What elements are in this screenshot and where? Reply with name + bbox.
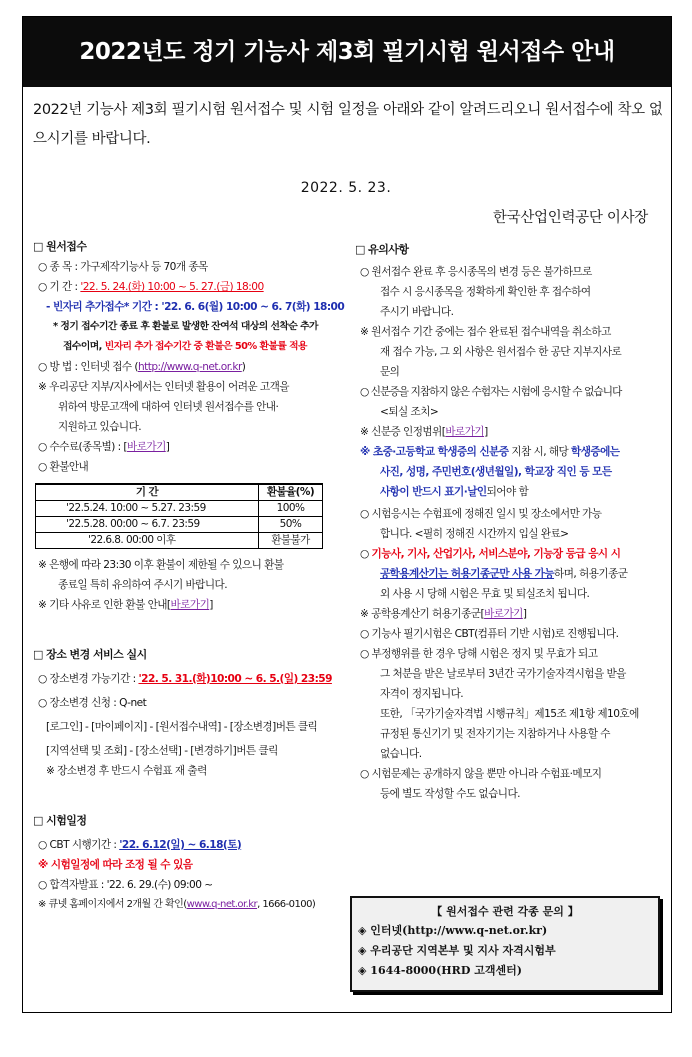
contact-branch: ◈ 우리공단 지역본부 및 지사 자격시험부 [358,944,556,957]
fee-link[interactable]: 바로가기 [127,441,166,453]
caution-10b: 그 처분을 받은 날로부터 3년간 국가기술자격시험을 받을 [380,668,626,680]
apply-method-label: ○ 방 법 : 인터넷 접수 ( [38,361,138,373]
intro-text: 2022년 기능사 제3회 필기시험 원서접수 및 시험 일정을 아래와 같이 알려드리오니 원서접수에 착오 없으시기를 바랍니다. [33,102,663,147]
schedule-heading: □ 시험일정 [33,813,87,827]
other-refund-close: ] [209,598,213,611]
contact-title: 【 원서접수 관련 각종 문의 】 [431,905,579,918]
caution-11b: 등에 별도 작성할 수도 없습니다. [380,788,520,800]
place-note: ※ 장소변경 후 반드시 수험표 재 출력 [46,764,207,777]
place-period [33,669,348,689]
other-refund-link[interactable]: 바로가기 [170,598,210,611]
vacancy-note: * 정기 접수기간 종료 후 환불로 발생한 잔여석 대상의 선착순 추가 [53,321,318,332]
calculator-link[interactable]: 바로가기 [484,608,523,620]
caution-7b-2: 하며, 허용기종군 [554,568,628,580]
branch-note-3: 지원하고 있습니다. [58,421,142,433]
vacancy-note-a: 접수이며, [63,341,105,352]
branch-note-1: ※ 우리공단 지부/지사에서는 인터넷 활용이 어려운 고객을 [38,381,289,393]
contact-internet: ◈ 인터넷(http://www.q-net.or.kr) [358,924,548,937]
calculator-row [355,604,660,624]
caution-10f: 없습니다. [380,748,422,760]
refund-bank-note-1: ※ 은행에 따라 23:30 이후 환불이 제한될 수 있으니 환불 [38,558,284,571]
vacancy-note-b: 빈자리 추가 접수기간 중 환불은 50% 환불률 적용 [104,341,307,352]
apply-items-label: ○ 종 목 : [38,261,81,273]
qnet-check-link[interactable]: www.q-net.or.kr [186,898,258,910]
apply-items [33,257,348,277]
qnet-link[interactable]: http://www.q-net.or.kr [138,361,242,373]
caution-6a: ○ 시험응시는 수험표에 정해진 일시 및 장소에서만 가능 [360,508,602,520]
caution-5c-2: 되어야 함 [486,486,529,498]
table-row [36,532,323,548]
caution-5c-1: 사항이 반드시 표기·날인 [380,486,487,498]
branch-note-2: 위하여 방문고객에 대하여 인터넷 원서접수를 안내· [58,401,279,413]
caution-10e: 규정된 통신기기 및 전자기기는 지참하거나 사용할 수 [380,728,610,740]
refund-bank-note-2: 종료일 특히 유의하여 주시기 바랍니다. [58,578,228,591]
caution-10d: 또한, 「국가기술자격법 시행규칙」제15조 제1항 제10호에 [380,708,639,720]
calculator-close: ] [522,608,527,620]
refund-rate-cell: 환불불가 [259,532,323,548]
table-row [36,500,323,516]
apply-method [33,357,348,377]
caution-5a [355,442,660,462]
schedule-adjust: ※ 시험일정에 따라 조정 될 수 있음 [38,858,193,871]
caution-7a-1: ○ [360,548,372,560]
caution-5b: 사진, 성명, 주민번호(생년월일), 학교장 직인 등 모든 [380,466,612,478]
caution-3a: ○ 신분증을 지참하지 않은 수험자는 시험에 응시할 수 없습니다 [360,386,622,398]
caution-7b [355,564,660,584]
contact-box [350,896,660,992]
left-column [33,237,348,915]
contact-phone: ◈ 1644-8000(HRD 고객센터) [358,964,522,977]
id-range-row [355,422,660,442]
place-heading: □ 장소 변경 서비스 실시 [33,647,147,661]
refund-header-rate: 환불율(%) [259,484,323,500]
right-column [355,240,660,804]
apply-period-label: ○ 기 간 : [38,281,81,293]
id-range-label: ※ 신분증 인정범위[ [360,426,446,438]
apply-heading: □ 원서접수 [33,240,87,253]
vacancy-note-cont [33,337,348,357]
page-title: 2022년도 정기 기능사 제3회 필기시험 원서접수 안내 [23,17,671,87]
notice-date: 2022. 5. 23. [300,180,392,196]
calculator-label: ※ 공학용계산기 허용기종군[ [360,608,485,620]
vacancy-label: - 빈자리 추가접수* 기간 : [46,301,162,313]
qnet-check-a: ※ 큐넷 홈페이지에서 2개월 간 확인( [38,898,187,910]
caution-2b: 재 접수 가능, 그 외 사항은 원서접수 한 공단 지부지사로 [380,346,622,358]
caution-7a-2: 기능사, 기사, 산업기사, 서비스분야, 기능장 등급 응시 시 [371,548,621,560]
refund-rate-cell: 50% [259,516,323,532]
caution-7a [355,544,660,564]
place-step-2: [지역선택 및 조회] - [장소선택] - [변경하기]버튼 클릭 [46,744,278,757]
cbt-value: '22. 6.12(일) ~ 6.18(토) [119,838,242,851]
caution-5c [355,482,660,502]
cbt-period [33,835,348,855]
place-apply: ○ 장소변경 신청 : Q-net [38,696,147,709]
fee-close: ] [165,441,170,453]
qnet-check [33,895,348,915]
apply-items-value: 가구제작기능사 등 70개 종목 [80,261,208,273]
caution-10c: 자격이 정지됩니다. [380,688,464,700]
caution-6b: 합니다. <필히 정해진 시간까지 입실 완료> [380,528,569,540]
refund-rate-cell: 100% [259,500,323,516]
other-refund-row [33,595,348,615]
caution-7c: 외 사용 시 당해 시험은 무효 및 퇴실조치 됩니다. [380,588,590,600]
apply-period-value: '22. 5. 24.(화) 10:00 ~ 5. 27.(금) 18:00 [80,281,264,293]
refund-table-header [36,484,323,500]
refund-period-cell: '22.5.24. 10:00 ~ 5.27. 23:59 [36,500,259,516]
refund-table [35,483,323,549]
refund-period-cell: '22.5.28. 00:00 ~ 6.7. 23:59 [36,516,259,532]
qnet-check-b: , 1666-0100) [257,898,316,910]
caution-3b: <퇴실 조치> [380,406,439,418]
caution-1a: ○ 원서접수 완료 후 응시종목의 변경 등은 불가하므로 [360,266,592,278]
caution-2c: 문의 [380,366,400,378]
other-refund-label: ※ 기타 사유로 인한 환불 안내[ [38,598,171,611]
cbt-label: ○ CBT 시행기간 : [38,838,120,851]
caution-5a-3: 학생증에는 [571,446,620,458]
id-range-link[interactable]: 바로가기 [445,426,485,438]
fee-label: ○ 수수료(종목별) : [ [38,441,128,453]
fee-row [33,437,348,457]
result-date: ○ 합격자발표 : '22. 6. 29.(수) 09:00 ~ [38,878,213,891]
place-period-value: '22. 5. 31.(화)10:00 ~ 6. 5.(일) 23:59 [138,672,332,685]
id-range-close: ] [484,426,488,438]
caution-9: ○ 기능사 필기시험은 CBT(컴퓨터 기반 시험)로 진행됩니다. [360,628,619,640]
caution-5a-1: ※ 초중·고등학교 학생증의 신분증 [360,446,509,458]
caution-1b: 접수 시 응시종목을 정확하게 확인한 후 접수하여 [380,286,591,298]
refund-header-period: 기 간 [36,484,259,500]
caution-11a: ○ 시험문제는 공개하지 않을 뿐만 아니라 수험표·메모지 [360,768,602,780]
apply-method-close: ) [241,361,246,373]
place-period-label: ○ 장소변경 가능기간 : [38,672,139,685]
caution-5a-2: 지참 시, 해당 [508,446,572,458]
place-step-1: [로그인] - [마이페이지] - [원서접수내역] - [장소변경]버튼 클릭 [46,720,318,733]
caution-10a: ○ 부정행위를 한 경우 당해 시험은 정지 및 무효가 되고 [360,648,598,660]
caution-2a: ※ 원서접수 기간 중에는 접수 완료된 접수내역을 취소하고 [360,326,611,338]
signature: 한국산업인력공단 이사장 [492,210,648,226]
vacancy-period [33,297,348,317]
caution-1c: 주시기 바랍니다. [380,306,454,318]
refund-label: ○ 환불안내 [38,461,89,473]
caution-7b-1: 공학용계산기는 허용기종군만 사용 가능 [380,568,555,580]
table-row [36,516,323,532]
apply-period [33,277,348,297]
refund-period-cell: '22.6.8. 00:00 이후 [36,532,259,548]
caution-heading: □ 유의사항 [355,243,409,256]
vacancy-value: '22. 6. 6(월) 10:00 ~ 6. 7(화) 18:00 [161,301,345,313]
